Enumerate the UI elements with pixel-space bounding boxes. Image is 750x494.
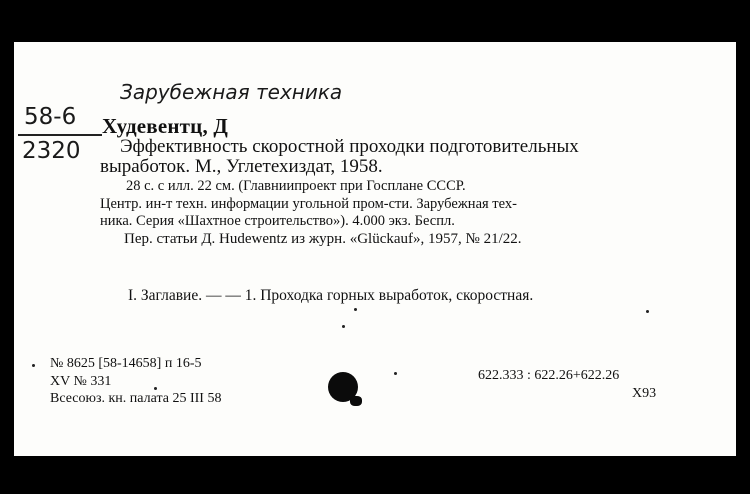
card-number-line: № 8625 [58-14658] п 16-5	[50, 356, 202, 371]
author-heading: Худевентц, Д	[102, 114, 229, 138]
book-chamber-line: Всесоюз. кн. палата 25 III 58	[50, 391, 222, 406]
volume-line: XV № 331	[50, 374, 112, 389]
title-line-1: Эффективность скоростной проходки подготовительных	[120, 136, 579, 157]
handwritten-subject: Зарубежная техника	[120, 80, 343, 104]
ink-speck	[354, 308, 357, 311]
ink-speck	[154, 387, 157, 390]
ink-blot-tail	[350, 396, 362, 406]
ink-speck	[394, 372, 397, 375]
series-line-1: Центр. ин-т техн. информации угольной пром-сти. Зарубежная тех-	[100, 196, 517, 212]
title-line-2: выработок. М., Углетехиздат, 1958.	[100, 156, 383, 177]
ink-speck	[342, 325, 345, 328]
catalog-card	[14, 42, 736, 456]
ink-speck	[646, 310, 649, 313]
classification-code: Х93	[632, 386, 657, 401]
shelfmark-bottom: 2320	[22, 138, 81, 164]
tracings: I. Заглавие. — — 1. Проходка горных выработок, скоростная.	[128, 287, 534, 304]
translation-note: Пер. статьи Д. Hudewentz из журн. «Glückauf», 1957, № 21/22.	[124, 231, 522, 247]
shelfmark-divider	[18, 134, 102, 136]
physical-description: 28 с. с илл. 22 см. (Главниипроект при Госплане СССР.	[126, 178, 466, 194]
udc-index: 622.333 : 622.26+622.26	[478, 368, 620, 383]
series-line-2: ника. Серия «Шахтное строительство»). 4.000 экз. Беспл.	[100, 213, 455, 229]
ink-speck	[32, 364, 35, 367]
shelfmark-top: 58-6	[24, 104, 77, 130]
